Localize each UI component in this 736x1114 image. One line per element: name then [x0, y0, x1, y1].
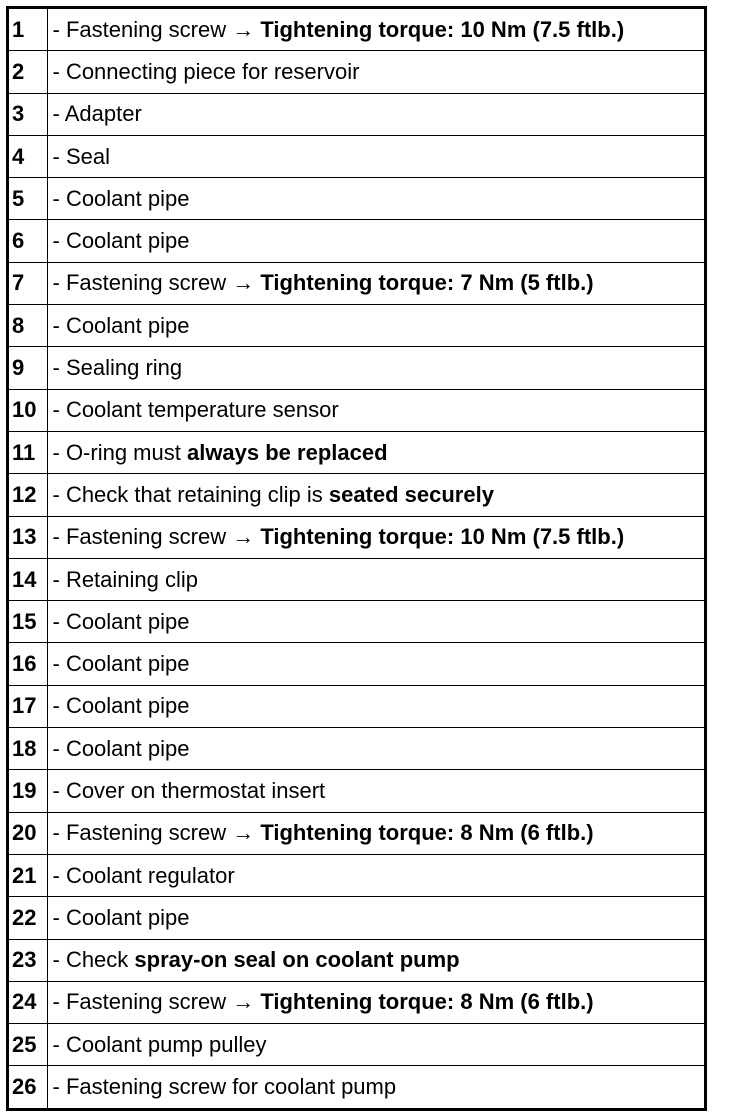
- description-text: - Cover on thermostat insert: [52, 777, 326, 803]
- description-emphasis: Tightening torque: 8 Nm (6 ftlb.): [260, 989, 594, 1015]
- item-description: [47, 643, 704, 685]
- item-number: 6: [9, 220, 47, 262]
- legend-table: [9, 9, 704, 1108]
- item-number: 8: [9, 305, 47, 347]
- description-emphasis: always be replaced: [186, 439, 388, 465]
- description-text: - Sealing ring: [52, 355, 183, 381]
- item-number: 20: [9, 812, 47, 854]
- description-text: - Fastening screw →: [52, 524, 261, 550]
- item-description: [47, 601, 704, 643]
- description-text: - Coolant regulator: [52, 862, 235, 888]
- description-text: - Seal: [52, 143, 110, 169]
- item-description: [47, 389, 704, 431]
- item-number: 22: [9, 897, 47, 939]
- description-text: - Fastening screw →: [52, 989, 261, 1015]
- table-row: [9, 981, 704, 1023]
- table-row: [9, 770, 704, 812]
- description-text: - Coolant pipe: [52, 228, 190, 254]
- item-number: 17: [9, 685, 47, 727]
- table-row: [9, 728, 704, 770]
- item-number: 15: [9, 601, 47, 643]
- description-text: - Coolant pump pulley: [52, 1031, 267, 1057]
- item-number: 5: [9, 178, 47, 220]
- description-text: - Coolant pipe: [52, 693, 190, 719]
- table-row: [9, 558, 704, 600]
- item-description: [47, 262, 704, 304]
- item-description: [47, 9, 704, 51]
- table-row: [9, 516, 704, 558]
- description-text: - Coolant pipe: [52, 904, 190, 930]
- table-row: [9, 812, 704, 854]
- item-number: 21: [9, 854, 47, 896]
- item-number: 23: [9, 939, 47, 981]
- description-text: - Coolant pipe: [52, 608, 190, 634]
- item-description: [47, 431, 704, 473]
- table-row: [9, 854, 704, 896]
- item-description: [47, 51, 704, 93]
- item-number: 13: [9, 516, 47, 558]
- table-row: [9, 93, 704, 135]
- item-number: 26: [9, 1066, 47, 1108]
- item-description: [47, 516, 704, 558]
- item-number: 24: [9, 981, 47, 1023]
- description-text: - Coolant pipe: [52, 312, 190, 338]
- description-text: - Coolant temperature sensor: [52, 397, 339, 423]
- table-row: [9, 178, 704, 220]
- description-text: - Check: [52, 947, 135, 973]
- item-number: 3: [9, 93, 47, 135]
- description-text: - Coolant pipe: [52, 735, 190, 761]
- description-text: - Check that retaining clip is: [52, 481, 329, 507]
- item-description: [47, 812, 704, 854]
- item-number: 7: [9, 262, 47, 304]
- item-number: 4: [9, 135, 47, 177]
- item-description: [47, 770, 704, 812]
- legend-body: [9, 9, 704, 1108]
- item-number: 19: [9, 770, 47, 812]
- item-description: [47, 981, 704, 1023]
- table-row: [9, 262, 704, 304]
- table-row: [9, 9, 704, 51]
- description-emphasis: Tightening torque: 10 Nm (7.5 ftlb.): [260, 16, 625, 42]
- item-number: 16: [9, 643, 47, 685]
- item-number: 10: [9, 389, 47, 431]
- item-number: 25: [9, 1024, 47, 1066]
- description-text: - Coolant pipe: [52, 185, 190, 211]
- item-description: [47, 1066, 704, 1108]
- table-row: [9, 135, 704, 177]
- item-description: [47, 178, 704, 220]
- table-row: [9, 474, 704, 516]
- item-description: [47, 558, 704, 600]
- table-row: [9, 305, 704, 347]
- item-description: [47, 474, 704, 516]
- table-row: [9, 51, 704, 93]
- item-description: [47, 897, 704, 939]
- table-row: [9, 643, 704, 685]
- item-number: 14: [9, 558, 47, 600]
- table-row: [9, 1066, 704, 1108]
- item-description: [47, 93, 704, 135]
- item-description: [47, 220, 704, 262]
- item-description: [47, 728, 704, 770]
- item-number: 9: [9, 347, 47, 389]
- description-text: - Fastening screw for coolant pump: [52, 1074, 397, 1100]
- table-row: [9, 431, 704, 473]
- description-text: - Fastening screw →: [52, 820, 261, 846]
- item-number: 12: [9, 474, 47, 516]
- table-row: [9, 939, 704, 981]
- description-text: - Retaining clip: [52, 566, 199, 592]
- table-row: [9, 389, 704, 431]
- item-number: 2: [9, 51, 47, 93]
- item-description: [47, 854, 704, 896]
- description-text: - Coolant pipe: [52, 651, 190, 677]
- table-row: [9, 220, 704, 262]
- description-emphasis: Tightening torque: 10 Nm (7.5 ftlb.): [260, 524, 625, 550]
- description-text: - Fastening screw →: [52, 16, 261, 42]
- description-emphasis: seated securely: [328, 481, 494, 507]
- table-row: [9, 1024, 704, 1066]
- table-row: [9, 685, 704, 727]
- description-emphasis: spray-on seal on coolant pump: [134, 947, 460, 973]
- item-description: [47, 347, 704, 389]
- item-number: 1: [9, 9, 47, 51]
- table-row: [9, 347, 704, 389]
- item-description: [47, 939, 704, 981]
- description-text: - Connecting piece for reservoir: [52, 58, 360, 84]
- description-emphasis: Tightening torque: 7 Nm (5 ftlb.): [260, 270, 594, 296]
- table-row: [9, 897, 704, 939]
- parts-legend-table: [6, 6, 707, 1111]
- item-description: [47, 135, 704, 177]
- description-emphasis: Tightening torque: 8 Nm (6 ftlb.): [260, 820, 594, 846]
- description-text: - Fastening screw →: [52, 270, 261, 296]
- item-number: 11: [9, 431, 47, 473]
- description-text: - Adapter: [52, 101, 142, 127]
- table-row: [9, 601, 704, 643]
- item-number: 18: [9, 728, 47, 770]
- description-text: - O-ring must: [52, 439, 187, 465]
- item-description: [47, 1024, 704, 1066]
- item-description: [47, 305, 704, 347]
- item-description: [47, 685, 704, 727]
